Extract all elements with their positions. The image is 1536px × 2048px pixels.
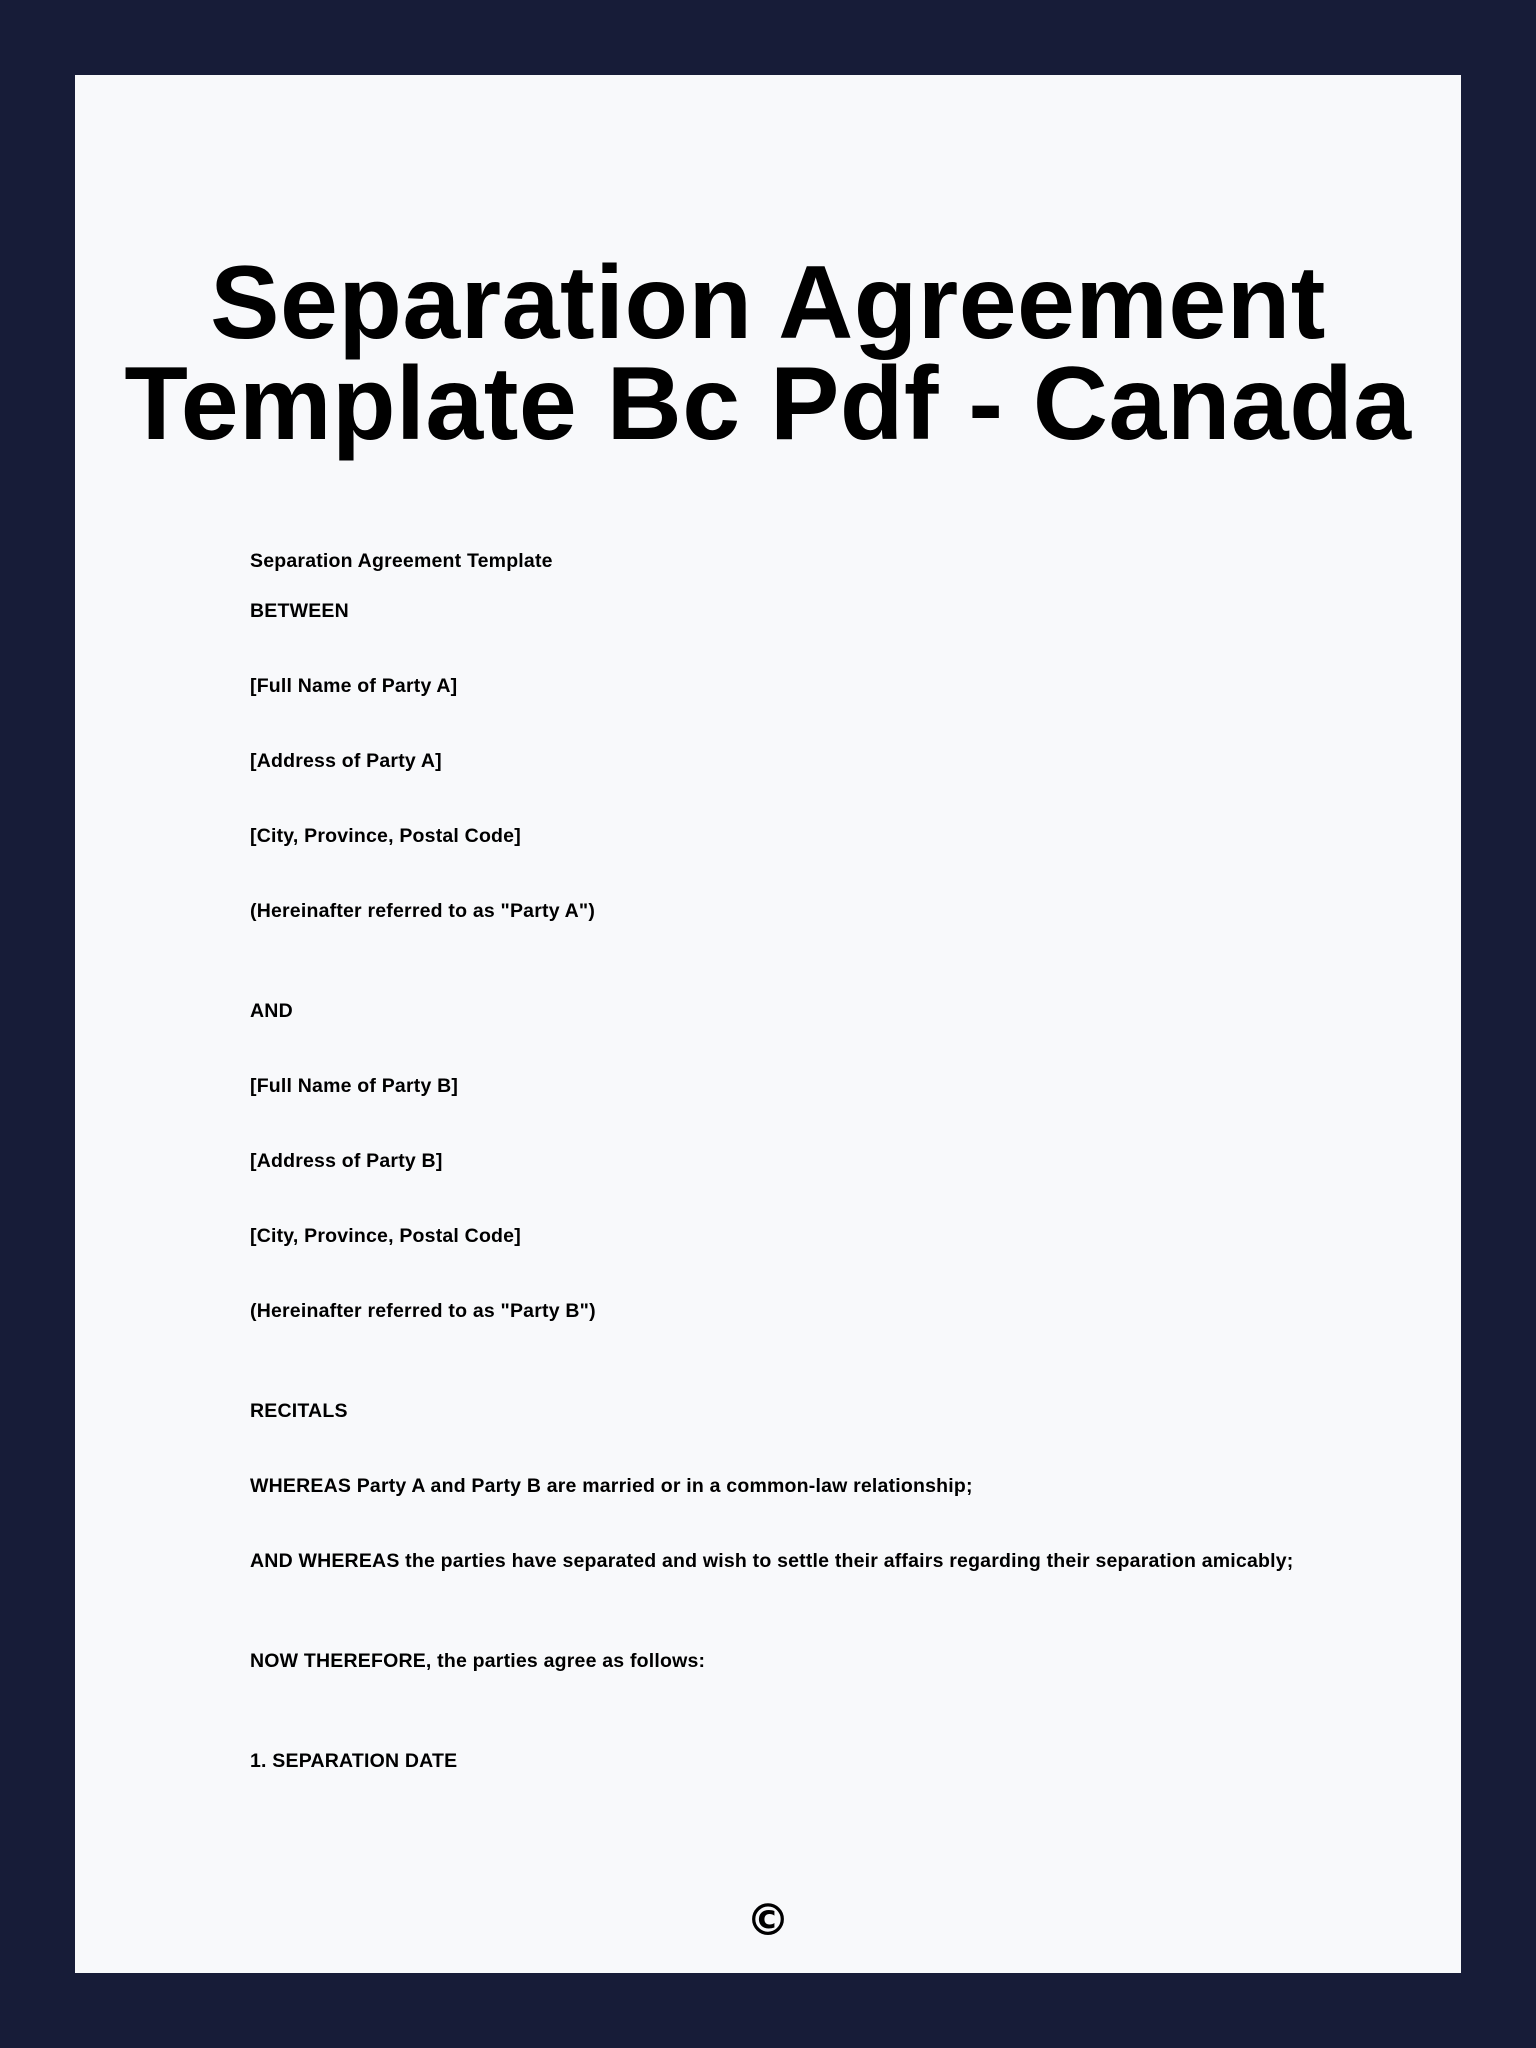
- party-b-city: [City, Province, Postal Code]: [250, 1225, 521, 1247]
- section-1-heading: 1. SEPARATION DATE: [250, 1750, 458, 1772]
- party-b-reference: (Hereinafter referred to as "Party B"): [250, 1300, 596, 1322]
- document-heading: Separation Agreement Template: [250, 550, 553, 572]
- recital-1: WHEREAS Party A and Party B are married or in a common-law relationship;: [250, 1475, 973, 1497]
- document-page: [75, 75, 1461, 1973]
- party-b-address: [Address of Party B]: [250, 1150, 443, 1172]
- party-a-address: [Address of Party A]: [250, 750, 442, 772]
- recital-2: AND WHEREAS the parties have separated and wish to settle their affairs regarding their separation amicably;: [250, 1550, 1294, 1572]
- party-b-name: [Full Name of Party B]: [250, 1075, 459, 1097]
- and-label: AND: [250, 1000, 293, 1022]
- party-a-city: [City, Province, Postal Code]: [250, 825, 521, 847]
- copyright-icon: ©: [746, 1895, 790, 1946]
- between-label: BETWEEN: [250, 600, 349, 622]
- party-a-name: [Full Name of Party A]: [250, 675, 458, 697]
- party-a-reference: (Hereinafter referred to as "Party A"): [250, 900, 596, 922]
- agreement-intro: NOW THEREFORE, the parties agree as follows:: [250, 1650, 706, 1672]
- page-title: [75, 245, 1461, 462]
- title-line-2: Template Bc Pdf - Canada: [124, 346, 1412, 462]
- recitals-heading: RECITALS: [250, 1400, 348, 1422]
- title-line-1: Separation Agreement: [210, 245, 1326, 361]
